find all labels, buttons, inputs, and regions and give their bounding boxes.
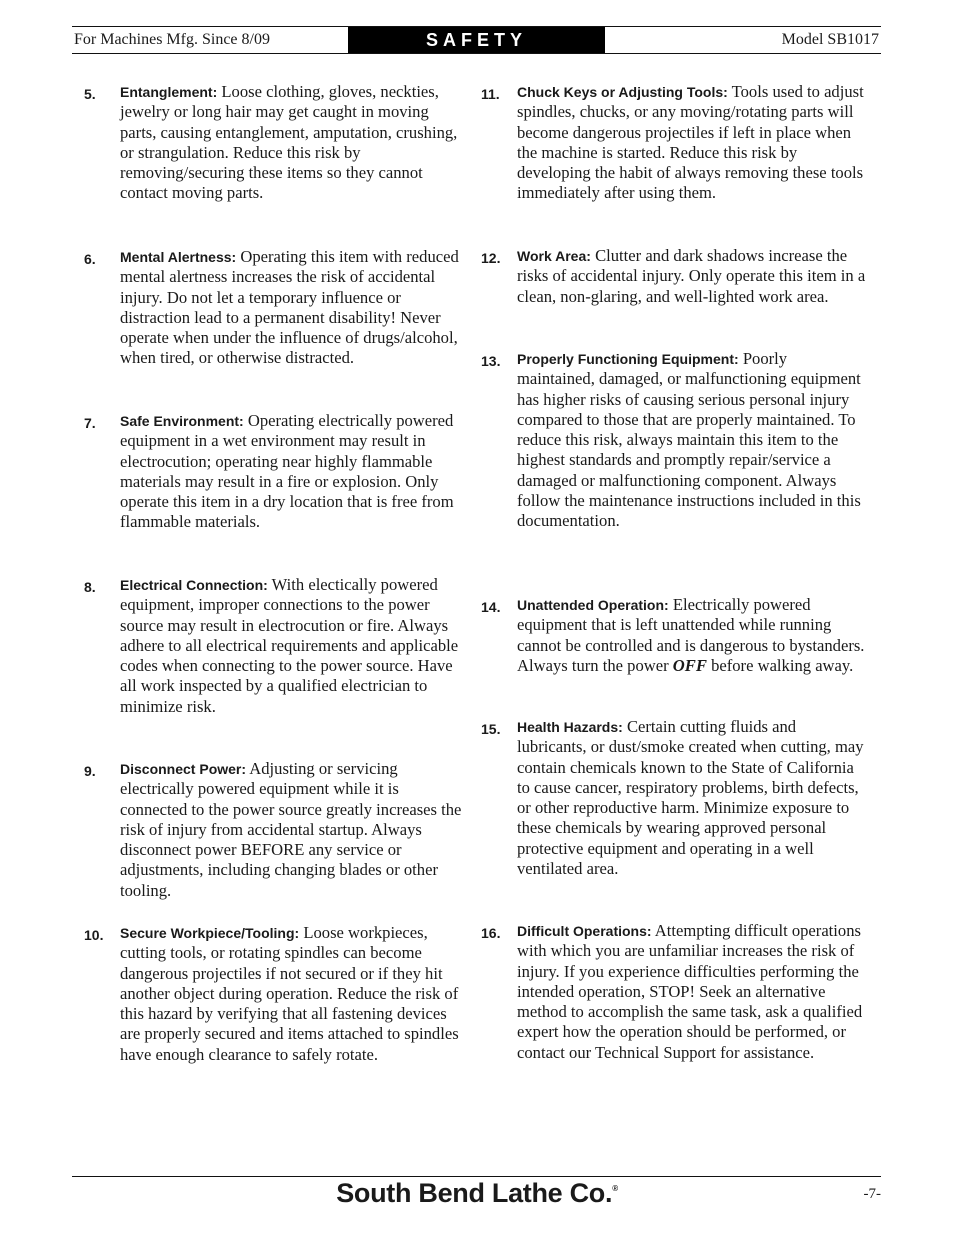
item-number: 7.	[84, 415, 96, 431]
item-number: 5.	[84, 86, 96, 102]
item-text-after: before walking away.	[711, 655, 854, 675]
header-machines-mfg: For Machines Mfg. Since 8/09	[74, 31, 270, 48]
brand-logo	[0, 1178, 954, 1209]
registered-mark: ®	[612, 1184, 618, 1193]
item-number: 15.	[481, 721, 501, 737]
item-text: Adjusting or servicing electrically powered equipment while it is connected to the power source greatly increases the risk of injury from accidental startup. Always disconnect power BEFORE any service or adjustments, including changing blades or other tooling.	[120, 759, 462, 900]
safety-item-11	[481, 82, 866, 204]
brand-name: South Bend Lathe Co.	[336, 1178, 613, 1208]
item-label: Disconnect Power:	[120, 761, 247, 777]
item-text: Electrically powered equipment that is left unattended while running cannot be controlled and is dangerous to bystanders. Always turn the power	[517, 595, 865, 675]
item-number: 12.	[481, 250, 501, 266]
item-text: Tools used to adjust spindles, chucks, or any moving/rotating parts will become dangerous projectiles if left in place when the machine is started. Reduce this risk by developing the habit of always removing these tools immediately after using them.	[517, 82, 864, 203]
item-text: Poorly maintained, damaged, or malfunctioning equipment has higher risks of causing serious personal injury compared to those that are properly maintained. To reduce this risk, always maintain this item to the highest standards and promptly repair/service a damaged or malfunctioning component. Always follow the maintenance instructions included in this documentation.	[517, 349, 861, 531]
item-label: Work Area:	[517, 248, 591, 264]
safety-item-5	[84, 82, 469, 204]
item-number: 8.	[84, 579, 96, 595]
safety-item-7	[84, 411, 469, 533]
safety-item-8	[84, 575, 469, 717]
footer-rule	[72, 1176, 881, 1177]
item-text: Operating this item with reduced mental alertness increases the risk of accidental injury. Do not let a temporary influence or distraction lead to a permanent disability! Never operate when under the influence of drugs/alcohol, when tired, or otherwise distracted.	[120, 247, 459, 368]
page-number: -7-	[863, 1186, 881, 1202]
item-number: 9.	[84, 763, 96, 779]
safety-item-10	[84, 923, 469, 1065]
item-text: Attempting difficult operations with which you are unfamiliar increases the risk of injury. If you experience difficulties performing the intended operation, STOP! Seek an alternative method to accomplish the same task, ask a qualified expert how the operation should be performed, or contact our Technical Support for assistance.	[517, 921, 863, 1062]
item-label: Mental Alertness:	[120, 249, 237, 265]
item-emphasis-off: OFF	[672, 655, 707, 675]
item-label: Properly Functioning Equipment:	[517, 351, 739, 367]
item-label: Chuck Keys or Adjusting Tools:	[517, 84, 728, 100]
safety-item-14	[481, 595, 866, 676]
section-title: SAFETY	[348, 27, 605, 53]
item-number: 14.	[481, 599, 501, 615]
item-text: Certain cutting fluids and lubricants, or dust/smoke created when cutting, may contain chemicals known to the State of California to cause cancer, respiratory problems, birth defects, or other reproductive harm. Minimize exposure to these chemicals by wearing approved personal protective equipment and operating in a well ventilated area.	[517, 717, 864, 879]
item-number: 11.	[481, 86, 500, 102]
safety-item-15	[481, 717, 866, 879]
item-label: Electrical Connection:	[120, 577, 268, 593]
item-label: Safe Environment:	[120, 413, 244, 429]
safety-item-16	[481, 921, 866, 1063]
item-text: Operating electrically powered equipment in a wet environment may result in electrocution; operating near highly flammable materials may result in a fire or explosion. Only operate this item in a dry location that is free from flammable materials.	[120, 411, 454, 532]
header-model: Model SB1017	[781, 31, 879, 48]
item-number: 13.	[481, 353, 501, 369]
item-label: Health Hazards:	[517, 719, 623, 735]
item-text: With electically powered equipment, improper connections to the power source may result in electrocution or fire. Always adhere to all electrical requirements and applicable codes when connecting to the power source. Have all work inspected by a qualified electrician to minimize risk.	[120, 575, 459, 716]
safety-item-9	[84, 759, 469, 901]
safety-item-6	[84, 247, 469, 369]
item-number: 6.	[84, 251, 96, 267]
safety-item-12	[481, 246, 866, 307]
item-label: Difficult Operations:	[517, 923, 652, 939]
item-number: 10.	[84, 927, 104, 943]
item-text: Loose clothing, gloves, neckties, jewelry or long hair may get caught in moving parts, causing entanglement, amputation, crushing, or strangulation. Reduce this risk by removing/securing these items so they cannot contact moving parts.	[120, 82, 458, 203]
item-number: 16.	[481, 925, 501, 941]
page-header	[72, 26, 881, 54]
item-text: Loose workpieces, cutting tools, or rotating spindles can become dangerous projectiles if not secured or if they hit another object during operation. Reduce the risk of this hazard by verifying that all fastening devices are properly secured and items attached to spindles have enough clearance to safely rotate.	[120, 923, 459, 1064]
item-label: Secure Workpiece/Tooling:	[120, 925, 300, 941]
safety-item-13	[481, 349, 866, 532]
item-text: Clutter and dark shadows increase the risks of accidental injury. Only operate this item in a clean, non-glaring, and well-lighted work area.	[517, 246, 866, 306]
item-label: Unattended Operation:	[517, 597, 669, 613]
item-label: Entanglement:	[120, 84, 218, 100]
